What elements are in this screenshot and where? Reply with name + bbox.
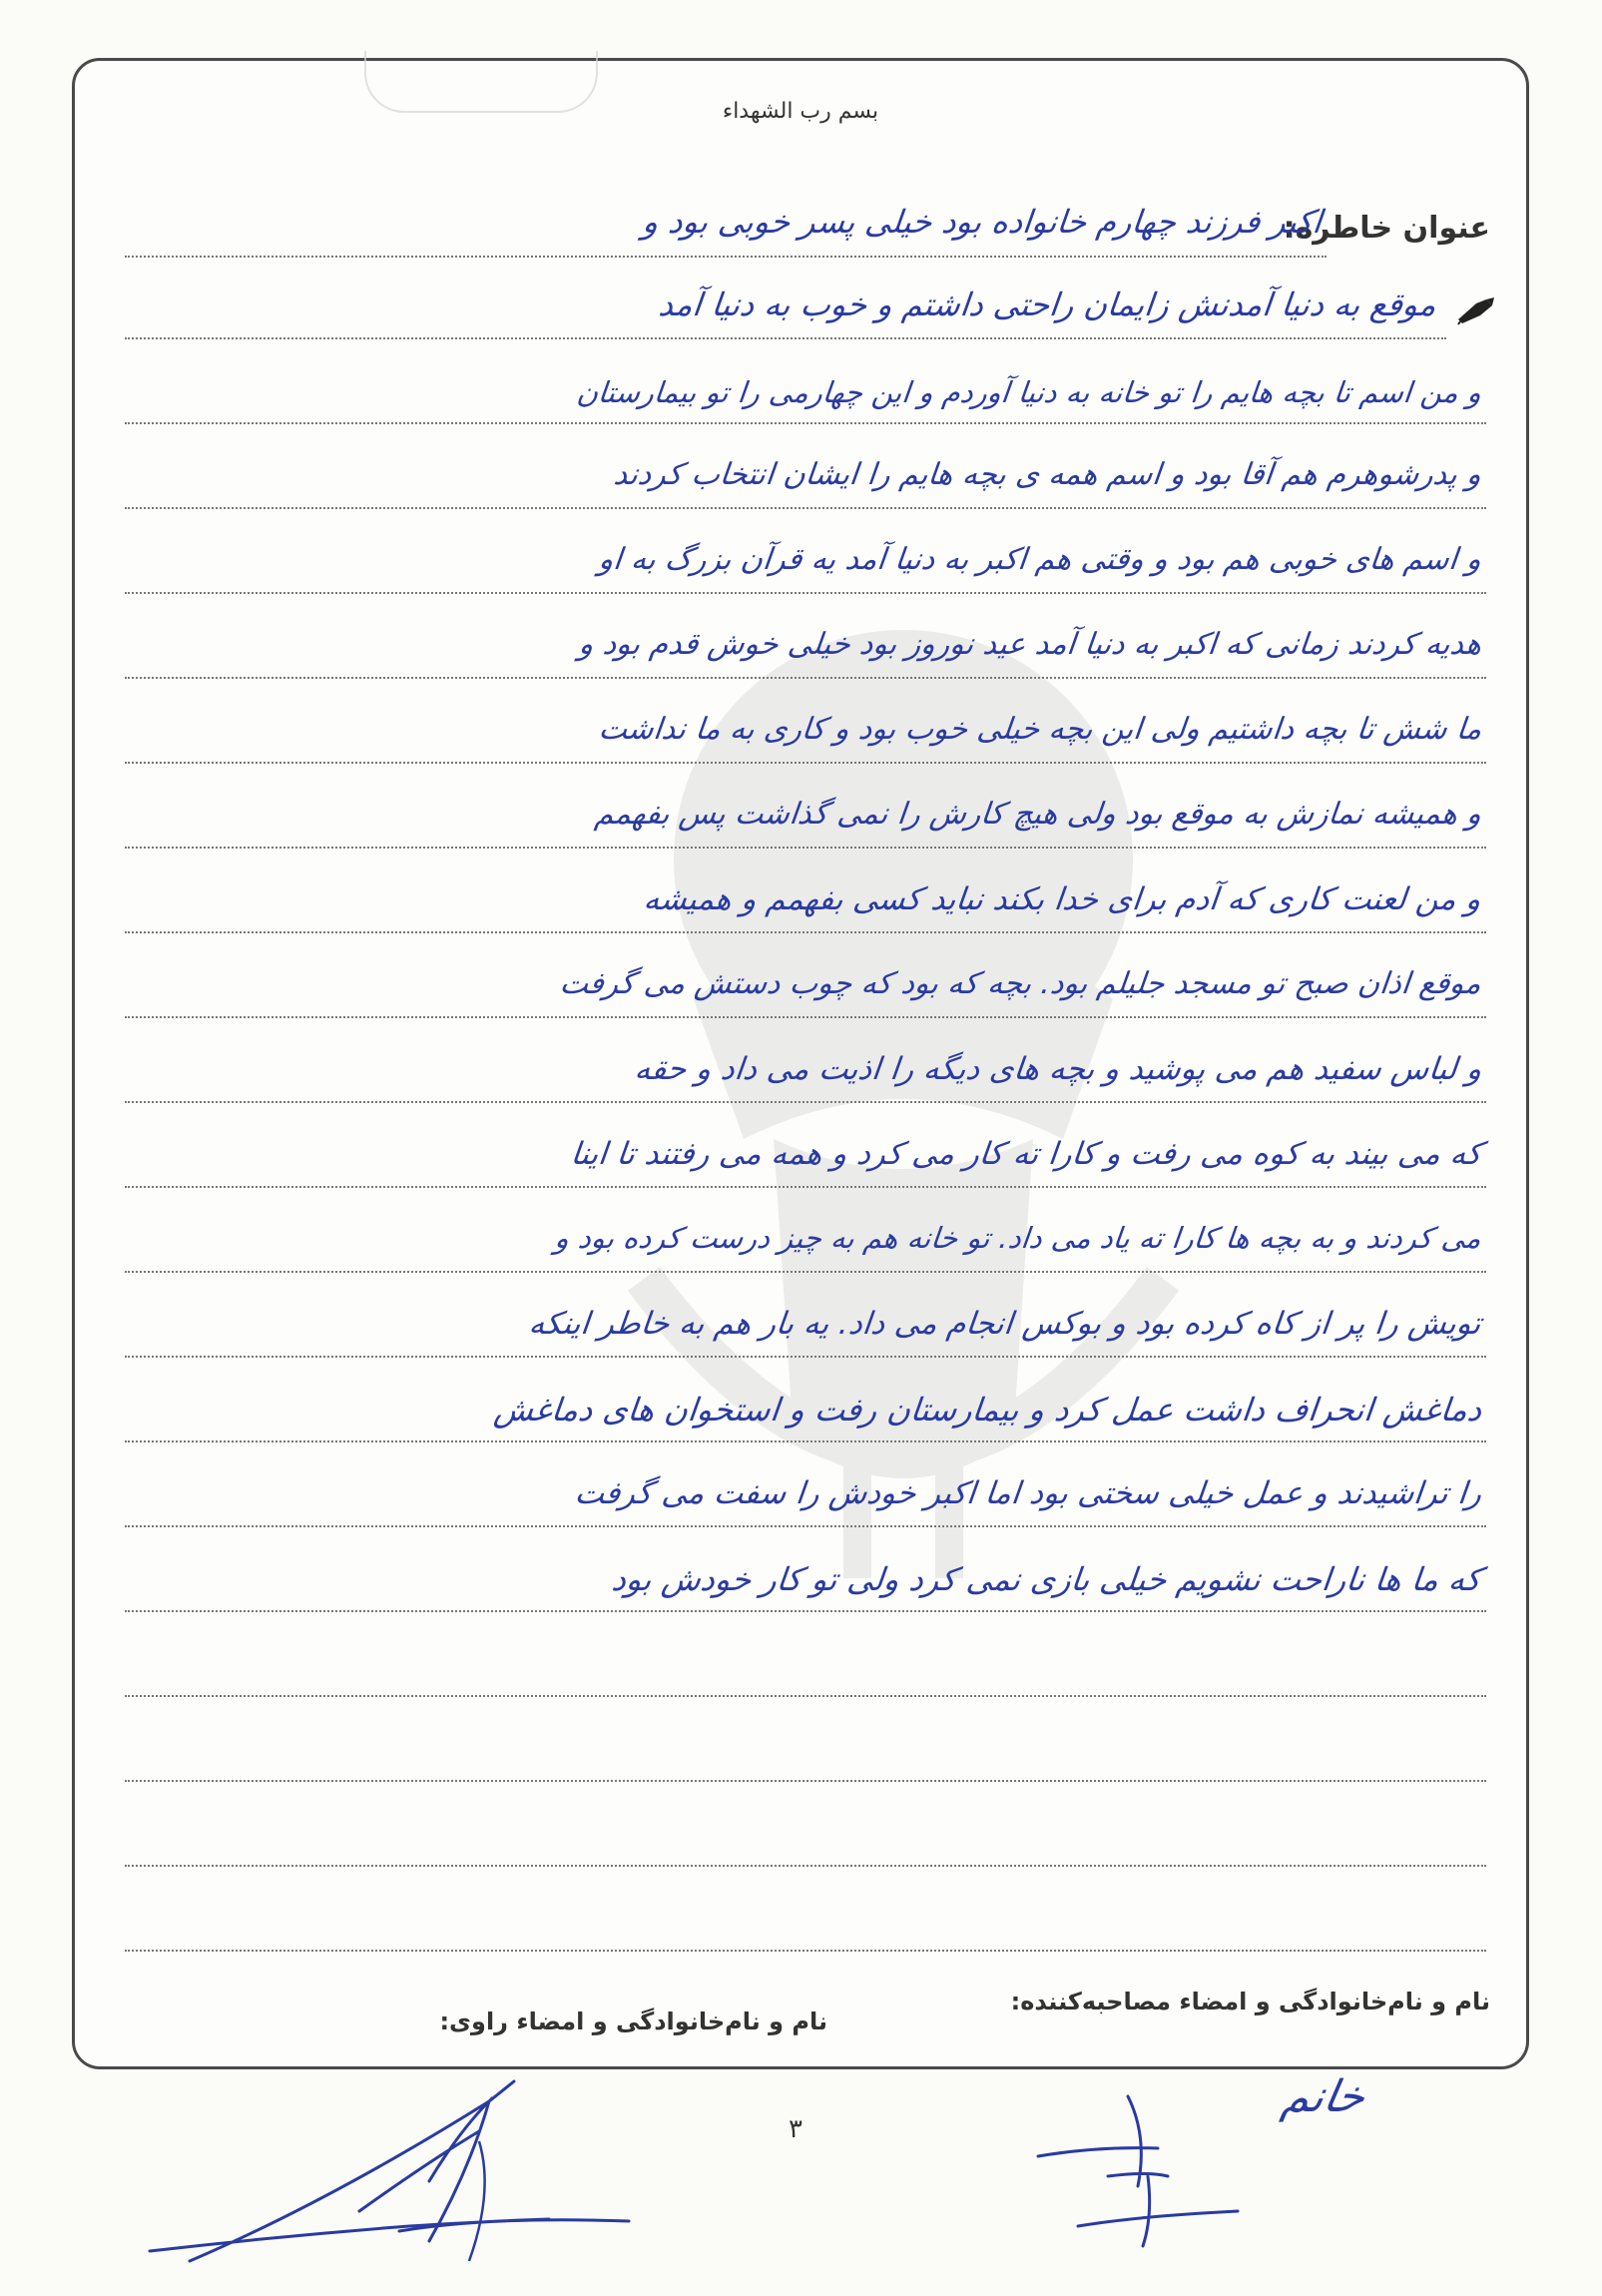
dotted-line xyxy=(125,1101,1486,1103)
handwritten-line: و لباس سفید هم می پوشید و بچه های دیگه را اذیت می داد و حقه xyxy=(632,1051,1483,1087)
handwritten-line: و من لعنت کاری که آدم برای خدا بکند نباید کسی بفهمم و همیشه xyxy=(642,881,1483,917)
page-number: ۳ xyxy=(789,2114,802,2144)
dotted-line xyxy=(125,337,1446,339)
dotted-line xyxy=(125,1780,1486,1782)
handwritten-line: ما شش تا بچه داشتیم ولی این بچه خیلی خوب بود و کاری به ما نداشت xyxy=(596,712,1483,747)
dotted-line xyxy=(125,762,1486,764)
handwritten-line: و پدرشوهرم هم آقا بود و اسم همه ی بچه هایم را ایشان انتخاب کردند xyxy=(612,457,1483,492)
handwritten-line: موقع اذان صبح تو مسجد جلیلم بود. بچه که بود که چوب دستش می گرفت xyxy=(558,966,1483,1001)
handwritten-line: موقع به دنیا آمدنش زایمان راحتی داشتم و خوب به دنیا آمد xyxy=(657,286,1438,323)
dotted-line xyxy=(125,1525,1486,1527)
dotted-line xyxy=(125,1186,1486,1188)
interviewer-signature-label: نام و نام‌خانوادگی و امضاء مصاحبه‌کننده: xyxy=(1010,1988,1490,2015)
dotted-line xyxy=(125,256,1327,258)
form-frame xyxy=(72,58,1529,2069)
dotted-line xyxy=(125,507,1486,509)
handwritten-line: که ما ها ناراحت نشویم خیلی بازی نمی کرد ولی تو کار خودش بود xyxy=(610,1560,1483,1598)
handwritten-line: را تراشیدند و عمل خیلی سختی بود اما اکبر خودش را سفت می گرفت xyxy=(572,1475,1483,1511)
handwritten-line: تویش را پر از کاه کرده بود و بوکس انجام می داد. یه بار هم به خاطر اینکه xyxy=(527,1306,1483,1342)
dotted-line xyxy=(125,592,1486,594)
handwritten-line: و من اسم تا بچه هایم را تو خانه به دنیا آوردم و این چهارمی را تو بیمارستان xyxy=(575,375,1483,409)
handwritten-line: و اسم های خوبی هم بود و وقتی هم اکبر به دنیا آمد یه قرآن بزرگ به او xyxy=(597,542,1483,577)
interviewer-signature xyxy=(1018,2076,1298,2256)
dotted-line xyxy=(125,1271,1486,1273)
memory-title-label: عنوان خاطره: xyxy=(1283,211,1490,246)
dotted-line xyxy=(125,1356,1486,1358)
narrator-signature xyxy=(130,2061,649,2281)
dotted-line xyxy=(125,422,1486,424)
dotted-line xyxy=(125,1610,1486,1612)
dotted-line xyxy=(125,1695,1486,1697)
narrator-signature-label: نام و نام‌خانوادگی و امضاء راوی: xyxy=(439,2008,827,2035)
handwritten-line: هدیه کردند زمانی که اکبر به دنیا آمد عید نوروز بود خیلی خوش قدم بود و xyxy=(576,627,1483,662)
handwritten-line: که می بیند به کوه می رفت و کارا ته کار می کرد و همه می رفتند تا اینا xyxy=(568,1136,1483,1172)
dotted-line xyxy=(125,931,1486,933)
dotted-line xyxy=(125,1016,1486,1018)
interviewer-initials: خانم xyxy=(1278,2071,1369,2122)
handwritten-line: می کردند و به بچه ها کارا ته یاد می داد. تو خانه هم به چیز درست کرده بود و xyxy=(553,1221,1483,1255)
handwritten-line: اکبر فرزند چهارم خانواده بود خیلی پسر خوبی بود و xyxy=(640,203,1324,241)
page-title: بسم رب الشهداء xyxy=(722,99,879,124)
dotted-line xyxy=(125,1440,1486,1442)
dotted-line xyxy=(125,677,1486,679)
dotted-line xyxy=(125,847,1486,849)
handwritten-line: دماغش انحراف داشت عمل کرد و بیمارستان رفت و استخوان های دماغش xyxy=(491,1391,1483,1429)
dotted-line xyxy=(125,1950,1486,1952)
handwritten-line: و همیشه نمازش به موقع بود ولی هیچ کارش را نمی گذاشت پس بفهمم xyxy=(593,797,1483,832)
dotted-line xyxy=(125,1865,1486,1867)
